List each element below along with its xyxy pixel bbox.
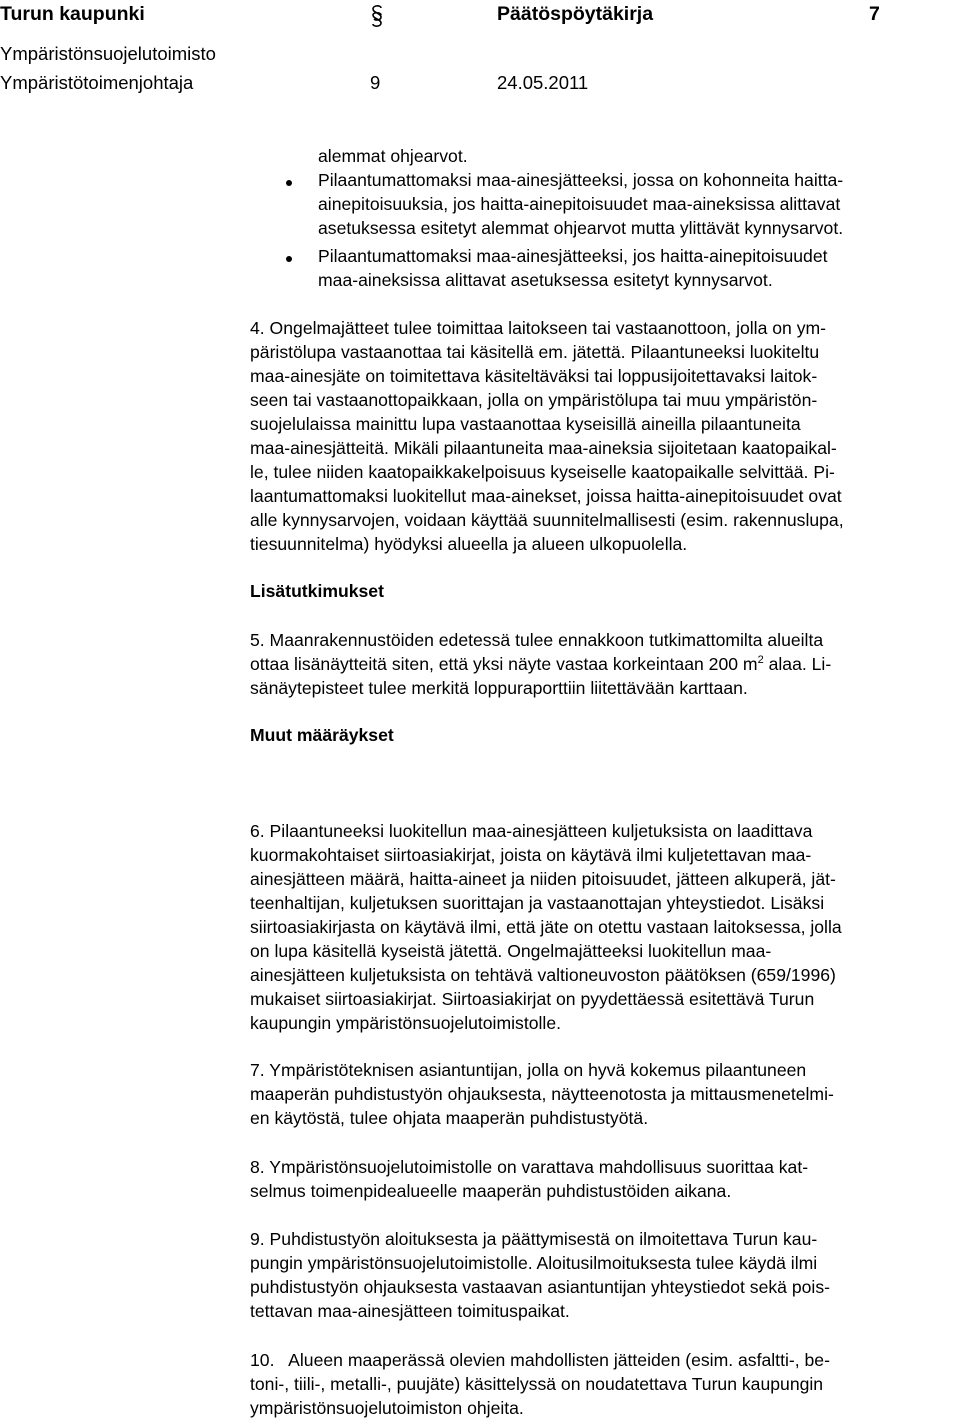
intro-line: alemmat ohjearvot. <box>318 146 468 166</box>
para5-line: 5. Maanrakennustöiden edetessä tulee ennakkoon tutkimattomilta alueilta <box>250 630 824 650</box>
para5-line2-end: alaa. Li- <box>763 654 832 674</box>
para6-line: siirtoasiakirjasta on käytävä ilmi, että jäte on otettu vastaan laitoksessa, jolla <box>250 917 842 937</box>
para10-line: 10. Alueen maaperässä olevien mahdollisten jätteiden (esim. asfaltti-, be- <box>250 1350 830 1370</box>
bullet-icon <box>286 180 292 186</box>
para4-line: maa-ainesjäte on toimitettava käsiteltäväksi tai loppusijoitettavaksi laitok- <box>250 366 818 386</box>
bullet-item-1 <box>318 170 958 250</box>
para9-line: puhdistustyön ohjauksesta vastaavan asiantuntijan yhteystiedot sekä pois- <box>250 1277 830 1297</box>
bullet-1-line-2: ainepitoisuuksia, jos haitta-ainepitoisuudet maa-aineksissa alittavat <box>318 194 841 214</box>
para5-line2-text: ottaa lisänäytteitä siten, että yksi näyte vastaa korkeintaan 200 m <box>250 654 758 674</box>
section-heading-muut-maaraykset: Muut määräykset <box>250 725 394 745</box>
section-heading-lisatutkimukset: Lisätutkimukset <box>250 581 384 601</box>
header-page-number: 7 <box>869 3 880 25</box>
paragraph-10 <box>250 1350 956 1422</box>
bullet-2-line-1: Pilaantumattomaksi maa-ainesjätteeksi, jos haitta-ainepitoisuudet <box>318 246 828 266</box>
bullet-1-line-3: asetuksessa esitetyt alemmat ohjearvot mutta ylittävät kynnysarvot. <box>318 218 844 238</box>
para7-line: maaperän puhdistustyön ohjauksesta, näytteenotosta ja mittausmenetelmi- <box>250 1084 834 1104</box>
para6-line: ainesjätteen määrä, haitta-aineet ja niiden pitoisuudet, jätteen alkuperä, jät- <box>250 869 836 889</box>
bullet-icon <box>286 256 292 262</box>
para5-line: sänäytepisteet tulee merkitä loppuraporttiin liitettävään karttaan. <box>250 678 748 698</box>
para4-line: päristölupa vastaanottaa tai käsitellä em. jätettä. Pilaantuneeksi luokiteltu <box>250 342 820 362</box>
para4-line: alle kynnysarvojen, voidaan käyttää suunnitelmallisesti (esim. rakennuslupa, <box>250 510 844 530</box>
header-date: 24.05.2011 <box>497 72 589 93</box>
header-official: Ympäristötoimenjohtaja <box>0 72 194 93</box>
para6-line: on lupa käsitellä kyseistä jätettä. Ongelmajätteeksi luokitellun maa- <box>250 941 772 961</box>
para6-line: 6. Pilaantuneeksi luokitellun maa-ainesjätteen kuljetuksista on laadittava <box>250 821 813 841</box>
bullet-1-line-1: Pilaantumattomaksi maa-ainesjätteeksi, jossa on kohonneita haitta- <box>318 170 844 190</box>
para9-line: pungin ympäristönsuojelutoimistolle. Aloitusilmoituksesta tulee käydä ilmi <box>250 1253 818 1273</box>
para6-line: mukaiset siirtoasiakirjat. Siirtoasiakirjat on pyydettäessä esitettävä Turun <box>250 989 815 1009</box>
paragraph-4 <box>250 318 956 563</box>
para7-line: 7. Ympäristöteknisen asiantuntijan, jolla on hyvä kokemus pilaantuneen <box>250 1060 807 1080</box>
para6-line: ainesjätteen kuljetuksista on tehtävä valtioneuvoston päätöksen (659/1996) <box>250 965 836 985</box>
header-department: Ympäristönsuojelutoimisto <box>0 43 216 64</box>
paragraph-6 <box>250 821 956 1041</box>
para6-line: teenhaltijan, kuljetuksen suorittajan ja vastaanottajan yhteystiedot. Lisäksi <box>250 893 825 913</box>
para6-line: kuormakohtaiset siirtoasiakirjat, joista on käytävä ilmi kuljetettavan maa- <box>250 845 812 865</box>
superscript: 2 <box>757 654 764 667</box>
header-doc-type: Päätöspöytäkirja <box>497 3 654 25</box>
para4-line: maa-ainesjätteitä. Mikäli pilaantuneita maa-aineksia sijoitetaan kaatopaikal- <box>250 438 837 458</box>
para4-line: le, tulee niiden kaatopaikkakelpoisuus kyseiselle kaatopaikalle selvittää. Pi- <box>250 462 835 482</box>
para7-line: en käytöstä, tulee ohjata maaperän puhdistustyötä. <box>250 1108 649 1128</box>
para4-line: laantumattomaksi luokitellut maa-ainekset, joissa haitta-ainepitoisuudet ovat <box>250 486 842 506</box>
para4-line: seen tai vastaanottopaikkaan, jolla on ympäristölupa tai muu ympäristön- <box>250 390 818 410</box>
para6-line: kaupungin ympäristönsuojelutoimistolle. <box>250 1013 561 1033</box>
para4-line: 4. Ongelmajätteet tulee toimittaa laitokseen tai vastaanottoon, jolla on ym- <box>250 318 827 338</box>
paragraph-5 <box>250 630 956 702</box>
paragraph-8 <box>250 1157 956 1205</box>
section-sign-icon <box>370 4 384 28</box>
para9-line: tettavan maa-ainesjätteen toimituspaikat. <box>250 1301 570 1321</box>
header-item-number: 9 <box>370 72 381 93</box>
para9-line: 9. Puhdistustyön aloituksesta ja päättymisestä on ilmoitettava Turun kau- <box>250 1229 818 1249</box>
para4-line: suojelulaissa mainittu lupa vastaanottaa kyseisillä aineilla pilaantuneita <box>250 414 801 434</box>
para8-line: 8. Ympäristönsuojelutoimistolle on varattava mahdollisuus suorittaa kat- <box>250 1157 809 1177</box>
para8-line: selmus toimenpidealueelle maaperän puhdistustöiden aikana. <box>250 1181 732 1201</box>
bullet-item-2 <box>318 246 958 302</box>
paragraph-7 <box>250 1060 956 1132</box>
para10-line: toni-, tiili-, metalli-, puujäte) käsittelyssä on noudatettava Turun kaupungin <box>250 1374 824 1394</box>
bullet-2-line-2: maa-aineksissa alittavat asetuksessa esitetyt kynnysarvot. <box>318 270 773 290</box>
para5-line <box>250 654 831 675</box>
header-org: Turun kaupunki <box>0 3 145 25</box>
para4-line: tiesuunnitelma) hyödyksi alueella ja alueen ulkopuolella. <box>250 534 688 554</box>
paragraph-9 <box>250 1229 956 1325</box>
para10-line: ympäristönsuojelutoimiston ohjeita. <box>250 1398 524 1418</box>
